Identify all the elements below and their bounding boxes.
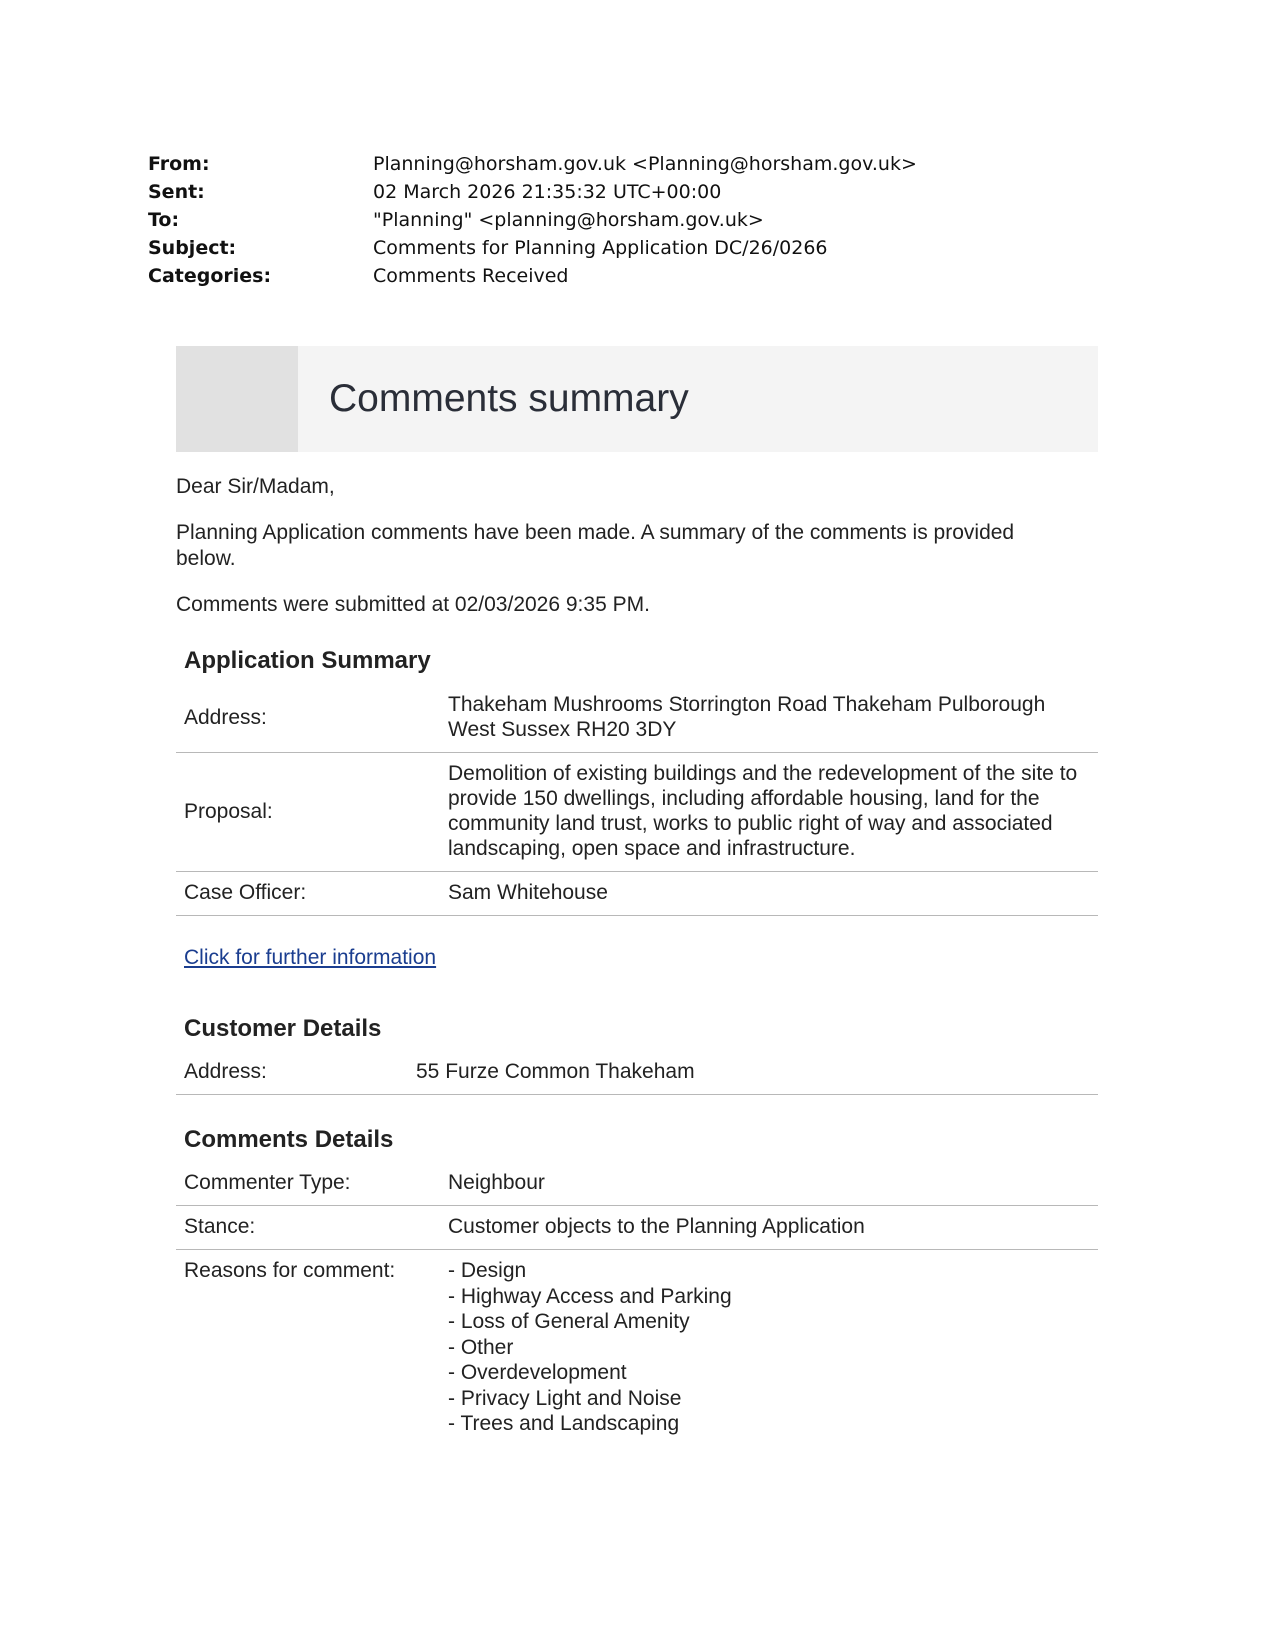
reasons-value <box>440 1250 1098 1447</box>
submitted-text: Comments were submitted at 02/03/2026 9:35 PM. <box>176 593 650 616</box>
customer-details-heading: Customer Details <box>184 1015 382 1042</box>
email-header <box>148 150 1048 290</box>
table-row <box>176 684 1098 753</box>
table-row <box>176 753 1098 872</box>
commenter-type-label: Commenter Type: <box>176 1162 440 1206</box>
list-item: - Design <box>448 1259 527 1282</box>
banner-logo-placeholder <box>176 346 298 452</box>
list-item: - Highway Access and Parking <box>448 1284 732 1308</box>
banner-title: Comments summary <box>329 377 689 420</box>
from-value: Planning@horsham.gov.uk <Planning@horsham.gov.uk> <box>373 153 917 175</box>
table-row <box>176 1206 1098 1250</box>
to-value: "Planning" <planning@horsham.gov.uk> <box>373 209 764 231</box>
header-row-categories <box>148 262 1048 290</box>
address-label: Address: <box>176 684 440 753</box>
list-item: - Loss of General Amenity <box>448 1310 690 1333</box>
customer-address-value: 55 Furze Common Thakeham <box>408 1051 1098 1095</box>
subject-value: Comments for Planning Application DC/26/0266 <box>373 237 828 259</box>
greeting: Dear Sir/Madam, <box>176 475 335 498</box>
further-information-link[interactable]: Click for further information <box>184 946 437 969</box>
application-summary-heading: Application Summary <box>184 647 431 674</box>
comments-details-table <box>176 1162 1098 1447</box>
table-row <box>176 1250 1098 1447</box>
sent-value: 02 March 2026 21:35:32 UTC+00:00 <box>373 181 722 203</box>
table-row <box>176 1162 1098 1206</box>
address-value: Thakeham Mushrooms Storrington Road Thakeham Pulborough West Sussex RH20 3DY <box>440 684 1098 753</box>
subject-label: Subject: <box>148 237 237 259</box>
to-label: To: <box>148 209 180 231</box>
proposal-label: Proposal: <box>176 753 440 872</box>
header-row-subject <box>148 234 1048 262</box>
header-row-to <box>148 206 1048 234</box>
case-officer-label: Case Officer: <box>176 872 440 916</box>
header-row-sent <box>148 178 1048 206</box>
reasons-label: Reasons for comment: <box>184 1259 396 1282</box>
from-label: From: <box>148 153 210 175</box>
header-row-from <box>148 150 1048 178</box>
table-row <box>176 1051 1098 1095</box>
application-summary-table <box>176 684 1098 916</box>
comments-summary-banner <box>176 346 1098 452</box>
list-item: - Privacy Light and Noise <box>448 1386 682 1410</box>
list-item: - Overdevelopment <box>448 1361 627 1384</box>
case-officer-value: Sam Whitehouse <box>440 872 1098 916</box>
stance-label: Stance: <box>176 1206 440 1250</box>
list-item: - Other <box>448 1335 514 1359</box>
categories-value: Comments Received <box>373 265 569 287</box>
categories-label: Categories: <box>148 265 272 287</box>
customer-details-table <box>176 1051 1098 1095</box>
intro-paragraph: Planning Application comments have been made. A summary of the comments is provided below. <box>176 521 1015 570</box>
comments-details-heading: Comments Details <box>184 1126 394 1153</box>
table-row <box>176 872 1098 916</box>
customer-address-label: Address: <box>176 1051 408 1095</box>
sent-label: Sent: <box>148 181 205 203</box>
reasons-list <box>448 1258 1090 1437</box>
commenter-type-value: Neighbour <box>440 1162 1098 1206</box>
proposal-value: Demolition of existing buildings and the redevelopment of the site to provide 150 dwellings, including affordable housing, land for the community land trust, works to public right of way and associated landscaping, open space and infrastructure. <box>440 753 1098 872</box>
stance-value: Customer objects to the Planning Application <box>440 1206 1098 1250</box>
list-item: - Trees and Landscaping <box>448 1412 680 1435</box>
